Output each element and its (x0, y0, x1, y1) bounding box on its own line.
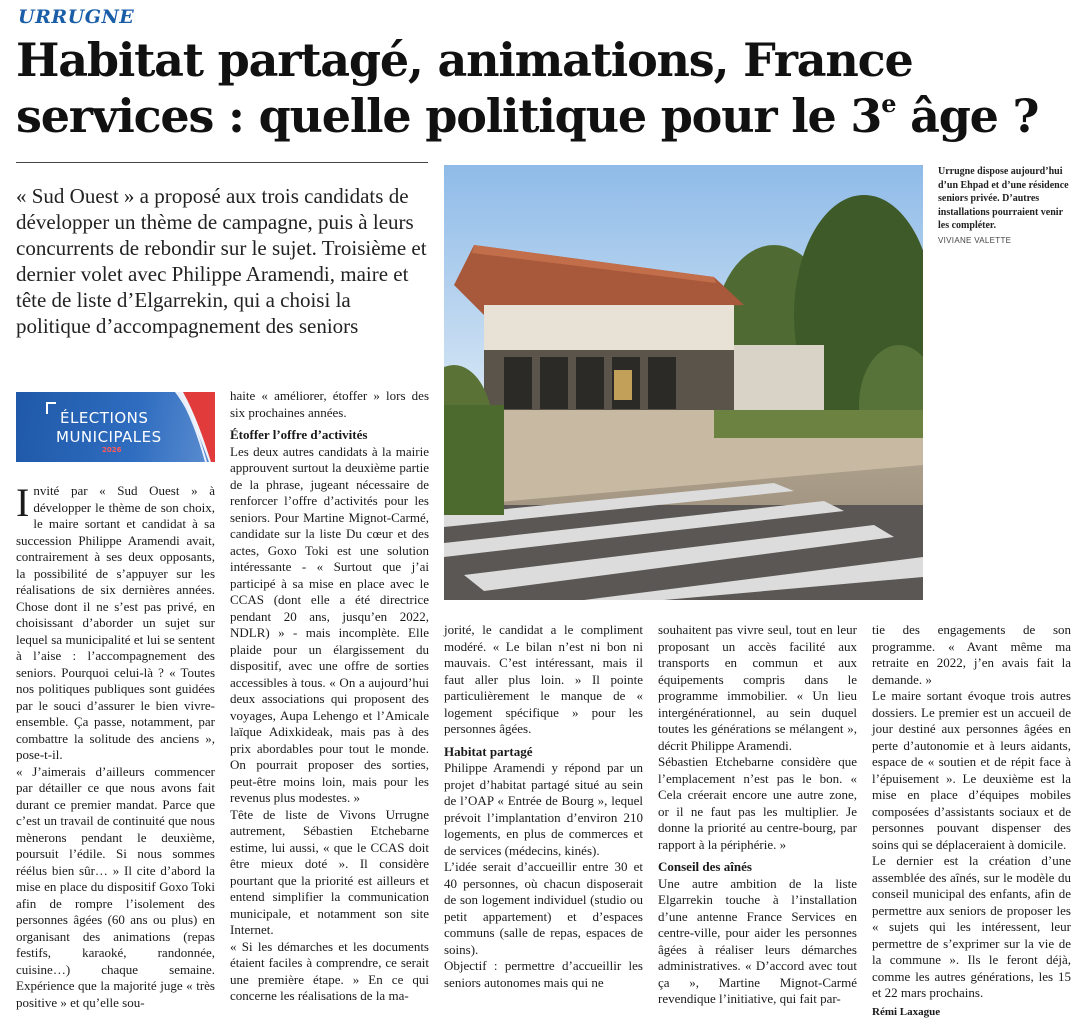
lead-paragraph: « Sud Ouest » a proposé aux trois candidats de développer un thème de campagne, puis à leurs concurrents de rebondir sur le sujet. Troisième et dernier volet avec Philippe Aramendi, maire et tête de liste d’Elgarrekin, qui a choisi la politique d’accompagnement des seniors (16, 183, 428, 339)
paragraph: Le maire sortant évoque trois autres dossiers. Le premier est un accueil de jour destiné aux personnes âgées en perte d’autonomie et à leurs aidants, espace de « soutien et de répit face à l’épuisement ». Le deuxième est la mise en place d’équipes mobiles composées d’assistants sociaux et de personnes pouvant dispenser des soins qui se déplaceraient à domicile. (872, 688, 1071, 853)
paragraph: jorité, le candidat a le compliment modéré. « Le bilan n’est ni bon ni mauvais. C’est intéressant, mais il faut aller plus loin. » Il pointe particulièrement le manque de « logement spécifique » pour les personnes âgées. (444, 622, 643, 738)
article-column-3 (444, 622, 643, 991)
subheading: Conseil des aînés (658, 859, 857, 876)
paragraph: souhaitent pas vivre seul, tout en leur proposant un accès facilité aux transports en commun et aux équipements compris dans le programme immobilier. « Un lieu intergénérationnel, au sein duquel toutes les générations se mélangent », décrit Philippe Aramendi. (658, 622, 857, 754)
headline (16, 32, 1066, 144)
article-column-2 (230, 388, 429, 1005)
paragraph: Objectif : permettre d’accueillir les seniors autonomes mais qui ne (444, 958, 643, 991)
article-column-1 (16, 483, 215, 1011)
drop-cap: I (16, 485, 29, 521)
headline-superscript: e (881, 89, 895, 118)
author-signature: Rémi Laxague (872, 1004, 1071, 1020)
paragraph: Tête de liste de Vivons Urrugne autrement, Sébastien Etchebarne estime, lui aussi, « que le CCAS doit être mieux doté ». Il considère pourtant que la priorité est ailleurs et entend simplifier la communication municipale, et notamment son site Internet. (230, 807, 429, 939)
photo-credit: VIVIANE VALETTE (938, 236, 1070, 245)
paragraph: « J’aimerais d’ailleurs commencer par détailler ce que nous avons fait durant ce premier mandat. Parce que c’est un travail de continuité que nous mènerons pendant le deuxième, poursuit l’édile. Si nous sommes réélus bien sûr… » Il cite d’abord la mise en place du dispositif Goxo Toki afin de rompre l’isolement des personnes âgées (60 ans ou plus) en organisant des animations (repas festifs, karaoké, randonnée, cuisine…) chaque semaine. Expérience que la majorité juge « très positive » et qu’elle sou- (16, 764, 215, 1012)
paragraph: Les deux autres candidats à la mairie approuvent surtout la deuxième partie de la phrase, jugeant nécessaire de renforcer l’offre d’activités pour les seniors. Pour Martine Mignot-Carmé, candidate sur la liste Du cœur et des actes, Goxo Toki est une solution intéressante - « Surtout que j’ai participé à sa mise en place avec le CCAS (dont elle a été directrice pendant 20 ans, jusqu’en 2022, NDLR) » - mais incomplète. Elle plaide pour un élargissement du dispositif, avec une offre de sorties accessibles à tous. « On a aujourd’hui deux associations qui proposent des voyages, Aupa Lehengo et l’Amicale laïque Adixkideak, mais pas à des prix abordables pour tout le monde. On pourrait proposer des sorties, peut-être moins loin, mais pour les revenus plus modestes. » (230, 444, 429, 807)
photo-caption (938, 165, 1070, 245)
banner-year: 2026 (102, 446, 121, 454)
paragraph: Le dernier est la création d’une assemblée des aînés, sur le modèle du conseil municipal des enfants, afin de permettre aux seniors de proposer les « sujets qui les intéressent, leur permettre de s’exprimer sur la vie de la commune ». Ils le feront déjà, comme les autres générations, les 15 et 22 mars prochains. (872, 853, 1071, 1002)
paragraph: Philippe Aramendi y répond par un projet d’habitat partagé situé au sein de l’OAP « Entrée de Bourg », lequel prévoit l’implantation d’environ 210 logements, en plus de commerces et de services (médecins, kinés). (444, 760, 643, 859)
banner-line1: ÉLECTIONS (60, 409, 148, 427)
headline-text: Habitat partagé, animations, France services : quelle politique pour le 3 (16, 33, 913, 143)
corner-mark-icon (46, 402, 56, 414)
article-column-5 (872, 622, 1071, 1020)
divider (16, 162, 428, 163)
elections-banner (16, 392, 215, 462)
paragraph: Une autre ambition de la liste Elgarrekin touche à l’installation d’une antenne France Services en centre-ville, pour aider les personnes âgées à réaliser leurs démarches administratives. « D’accord avec tout ça », Martine Mignot-Carmé revendique l’initiative, qui fait par- (658, 876, 857, 1008)
paragraph: « Si les démarches et les documents étaient faciles à comprendre, ce serait une première étape. » En ce qui concerne les réalisations de la ma- (230, 939, 429, 1005)
paragraph: tie des engagements de son programme. « Avant même ma retraite en 2022, j’en avais fait la demande. » (872, 622, 1071, 688)
photo-illustration (444, 165, 923, 600)
paragraph: nvité par « Sud Ouest » à développer le thème de son choix, le maire sortant et candidat à sa succession Philippe Aramendi avait, contrairement à ses deux opposants, la possibilité de s’appuyer sur les réalisations de six dernières années. Chose dont il ne s’est pas privé, en choisissant d’aborder un sujet sur lequel sa municipalité et lui se sentent à l’aise : l’accompagnement des seniors. Pourquoi celui-là ? « Toutes nos politiques publiques sont guidées par le souci d’assurer le bien vivre-ensemble. Ça passe, notamment, par combattre la solitude des anciens », pose-t-il. (16, 483, 215, 762)
headline-end: âge ? (895, 89, 1038, 143)
paragraph: haite « améliorer, étoffer » lors des six prochaines années. (230, 388, 429, 421)
paragraph: Sébastien Etchebarne considère que l’emplacement n’est pas le bon. « Cela créerait encore une autre zone, or il ne faut pas les multiplier. Je donne la priorité au centre-bourg, par rapport à la périphérie. » (658, 754, 857, 853)
subheading: Étoffer l’offre d’activités (230, 427, 429, 444)
caption-text: Urrugne dispose aujourd’hui d’un Ehpad et d’une résidence seniors privée. D’autres installations pourraient venir les compléter. (938, 165, 1070, 233)
section-rubric: URRUGNE (18, 6, 134, 28)
building-photo (444, 165, 923, 600)
banner-line2: MUNICIPALES (56, 428, 162, 446)
article-column-4 (658, 622, 857, 1008)
paragraph: L’idée serait d’accueillir entre 30 et 40 personnes, où chacun disposerait de son logement individuel (studio ou petit appartement) et d’espaces communs (salle de repas, espaces de soins). (444, 859, 643, 958)
tricolor-flag-icon (175, 392, 215, 462)
subheading: Habitat partagé (444, 744, 643, 761)
